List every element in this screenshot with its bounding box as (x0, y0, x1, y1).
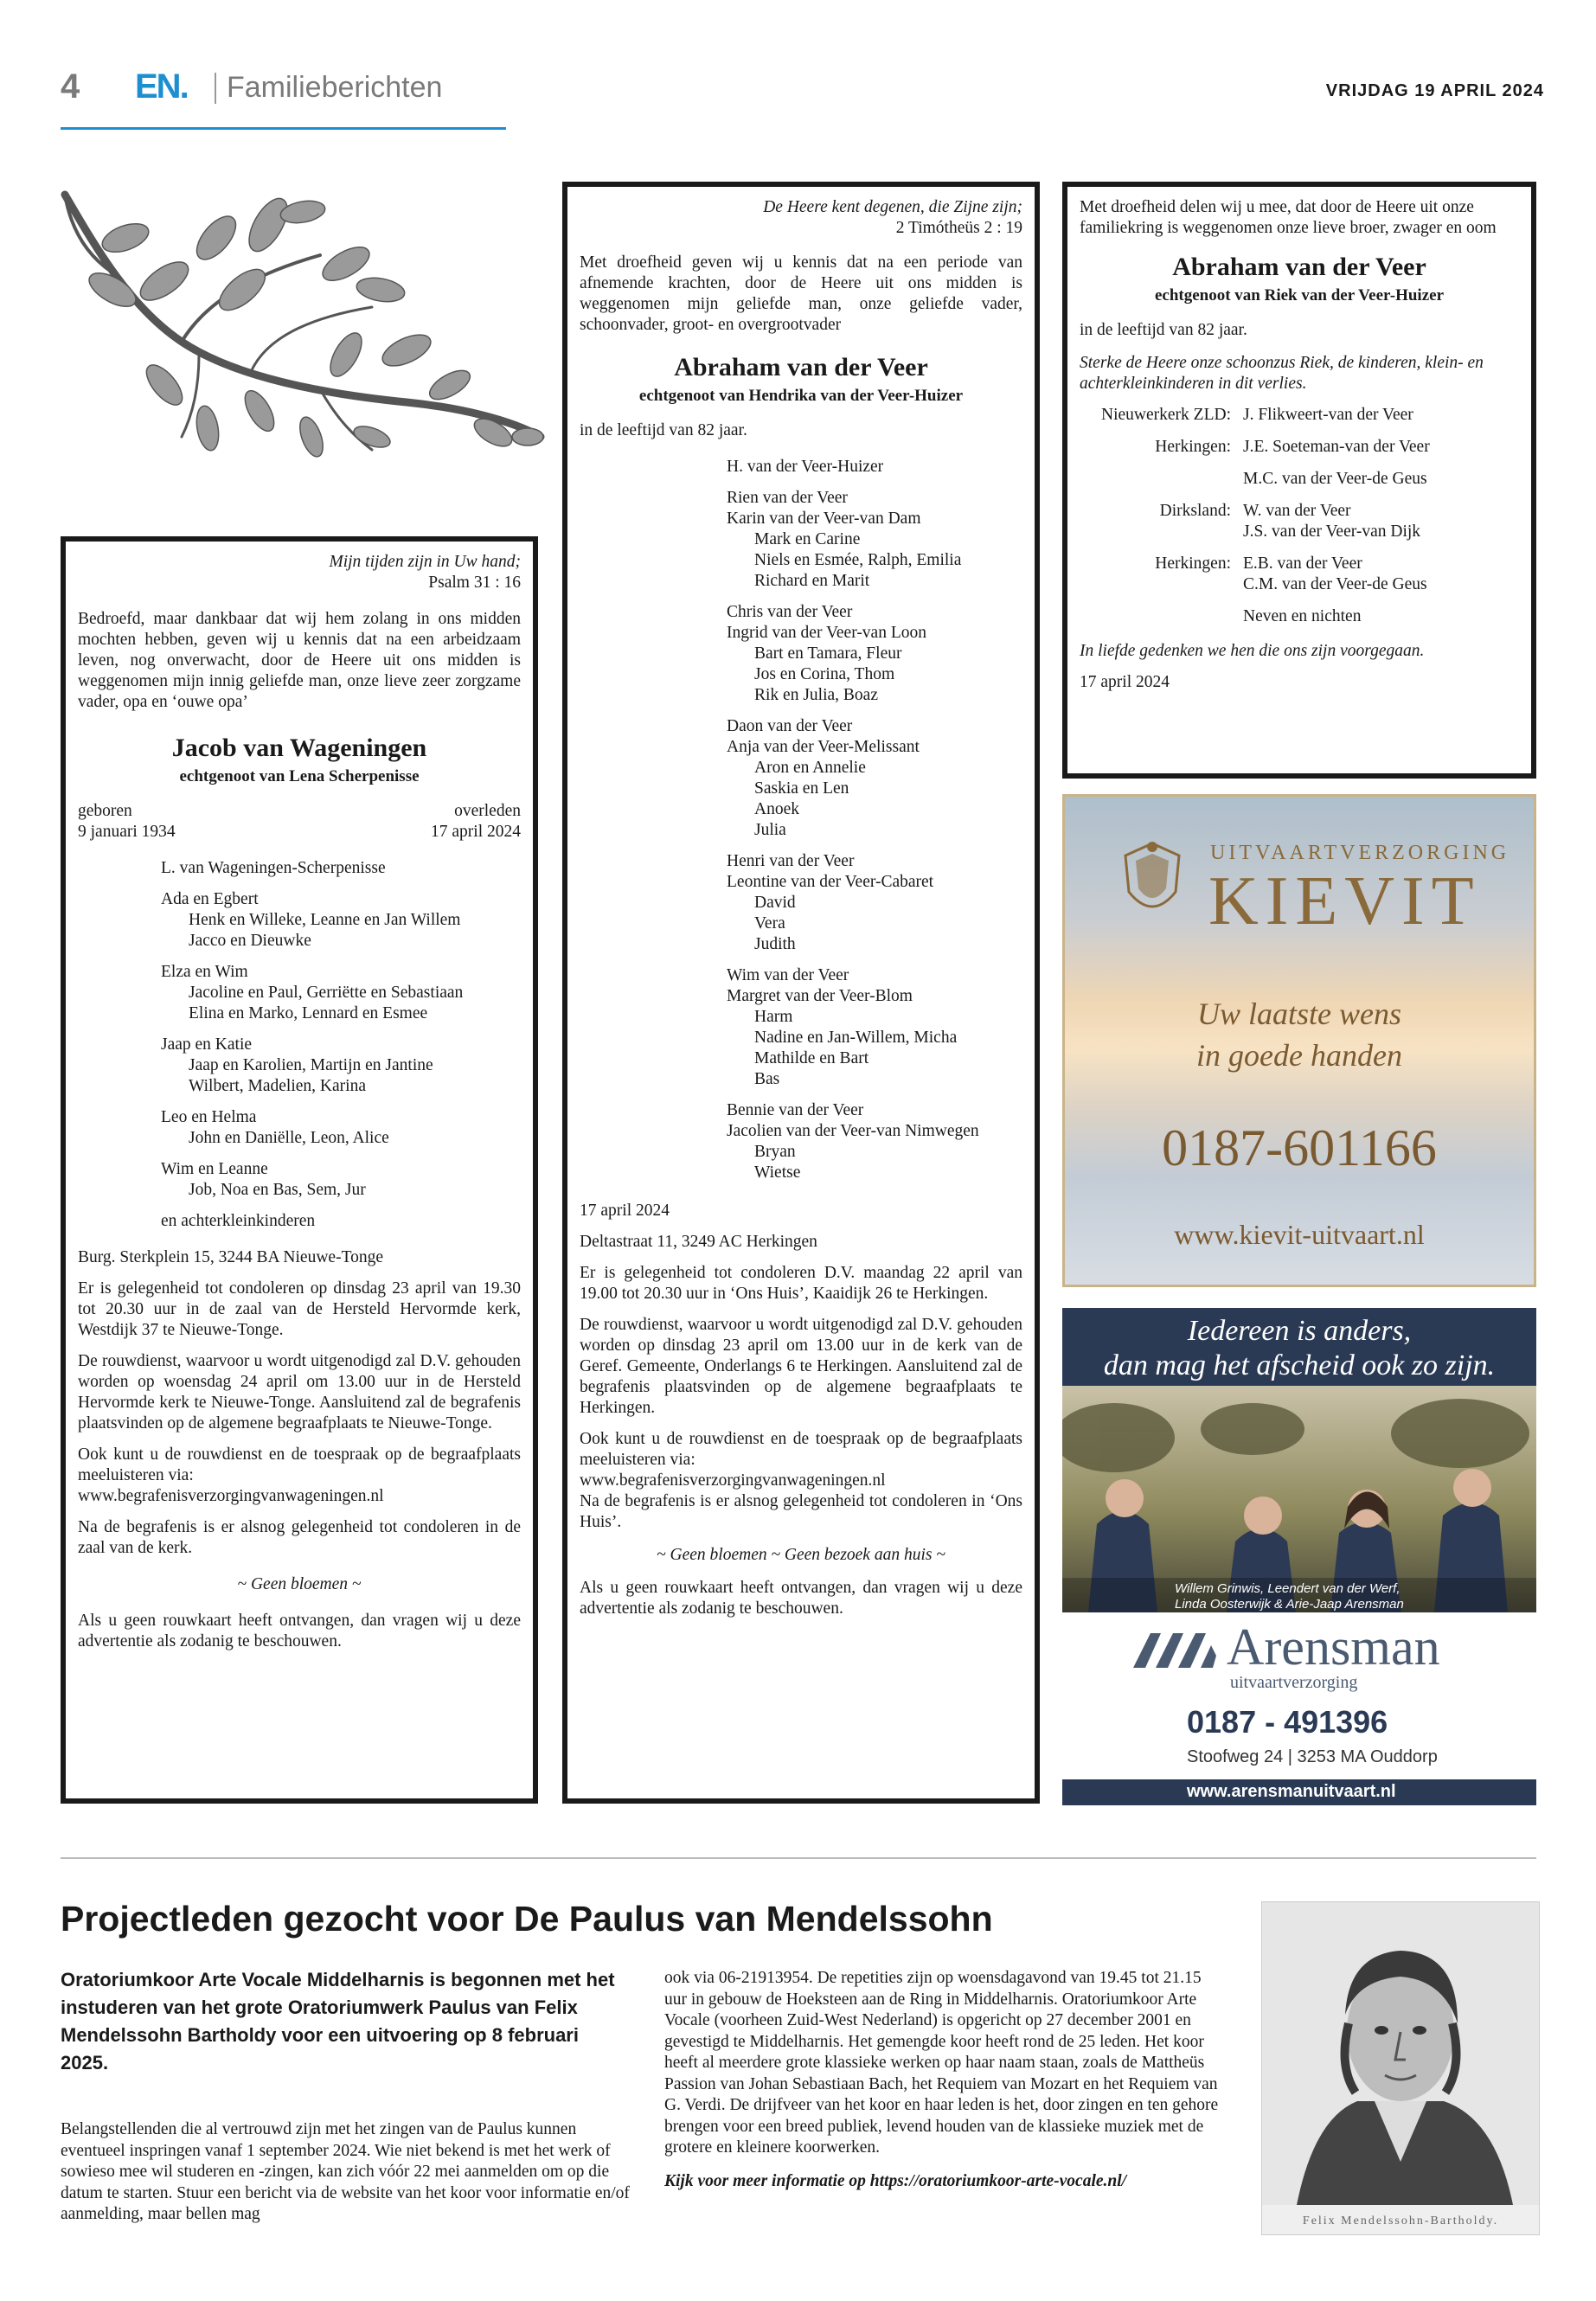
family-sub: Harm (754, 1008, 793, 1026)
born-label: geboren (78, 802, 132, 820)
notice-intro: Met droefheid geven wij u kennis dat na een periode van afnemende krachten, door de Heere uit ons midden is weggenomen mijn geliefde man, onze geliefde vader, schoonvader, groot- en overgrootvader (580, 253, 1022, 334)
family-sub: Job, Noa en Bas, Sem, Jur (189, 1181, 366, 1199)
arensman-logo-icon (1133, 1630, 1220, 1670)
died-date: 17 april 2024 (431, 823, 521, 841)
family-head: Margret van der Veer-Blom (727, 987, 913, 1005)
service-info: De rouwdienst, waarvoor u wordt uitgenodigd zal D.V. gehouden worden op woensdag 24 april om 13.00 uur in de Hersteld Hervormde kerk te Nieuwe-Tonge. Aansluitend zal de begrafenis plaatsvinden op de algemene begraafplaats te Nieuwe-Tonge. (78, 1352, 521, 1433)
family-head: Daon van der Veer (727, 717, 853, 735)
kievit-overline: UITVAARTVERZORGING (1210, 842, 1510, 864)
family-head: Elza en Wim (161, 963, 248, 981)
no-flowers: ~ Geen bloemen ~ (237, 1575, 362, 1593)
relative-place: Herkingen: (1155, 438, 1231, 456)
relative-name: W. van der Veer (1243, 502, 1351, 520)
death-notice-jacob (61, 536, 538, 1804)
relative-name: E.B. van der Veer (1243, 554, 1362, 573)
notice-intro: Met droefheid delen wij u mee, dat door de Heere uit onze familiekring is weggenomen onze lieve broer, zwager en oom (1080, 198, 1497, 237)
notice-intro: Bedroefd, maar dankbaar dat wij hem zolang in ons midden mochten hebben, geven wij u kennis dat na een arbeidzaam leven, nog onverwacht, door de Heere uit ons midden is weggenomen mijn innig geliefde man, onze lieve zeer zorgzame vader, opa en ‘ouwe opa’ (78, 610, 521, 711)
relative-name: Neven en nichten (1243, 607, 1362, 625)
family-sub: Jacco en Dieuwke (189, 932, 311, 950)
article-column-1: Belangstellenden die al vertrouwd zijn met het zingen van de Paulus kunnen eventueel inspringen vanaf 1 september 2024. Wie niet bekend is met het werk of sowieso mee wil studeren en -zingen, kan zich vóór 22 mei aanmelden om op die datum te starten. Stuur een bericht via de website van het koor voor informatie en/of aanmelding, maar bellen mag (61, 2120, 630, 2223)
closing-note: Als u geen rouwkaart heeft ontvangen, dan vragen wij u deze advertentie als zodanig te beschouwen. (580, 1579, 1022, 1618)
family-sub: David (754, 894, 796, 912)
condolence-info: Er is gelegenheid tot condoleren D.V. maandag 22 april van 19.00 tot 20.30 uur in ‘Ons Huis’, Kaaidijk 26 te Herkingen. (580, 1264, 1022, 1303)
relative-name: J.E. Soeteman-van der Veer (1243, 438, 1430, 456)
life-dates (78, 801, 521, 843)
leaf-branch-illustration (61, 177, 545, 463)
after-funeral-info: Na de begrafenis is er alsnog gelegenheid tot condoleren in de zaal van de kerk. (78, 1518, 521, 1557)
memory-line: In liefde gedenken we hen die ons zijn voorgegaan. (1080, 642, 1425, 660)
article-title: Projectleden gezocht voor De Paulus van Mendelssohn (61, 1899, 993, 1939)
arensman-people-2: Linda Oosterwijk & Arie-Jaap Arensman (1175, 1597, 1404, 1612)
family-head: Wim van der Veer (727, 966, 849, 984)
arensman-people-1: Willem Grinwis, Leendert van der Werf, (1175, 1581, 1401, 1596)
article-lead: Oratoriumkoor Arte Vocale Middelharnis is begonnen met het instuderen van het grote Oratoriumwerk Paulus van Felix Mendelssohn Bartholdy voor een uitvoering op 8 februari 2025. (61, 1969, 615, 2073)
family-head: L. van Wageningen-Scherpenisse (161, 859, 386, 877)
family-sub: Bart en Tamara, Fleur (754, 644, 902, 663)
no-flowers-no-visits: ~ Geen bloemen ~ Geen bezoek aan huis ~ (657, 1546, 945, 1564)
family-sub: Vera (754, 914, 785, 933)
family-head: Ada en Egbert (161, 890, 259, 908)
article-column-2-text: ook via 06-21913954. De repetities zijn op woensdagavond van 19.45 tot 21.15 uur in gebouw de Hoeksteen aan de Ring in Middelharnis. Oratoriumkoor Arte Vocale (voorheen Zuid-West Nederland) is opgericht op 27 december 2001 en gevestigd te Middelharnis. Het gemengde koor heeft rond de 25 leden. Het koor heeft al meerdere grote klassieke werken op haar naam staan, zoals de Mattheüs Passion van Johan Sebastiaan Bach, het Requiem van Mozart en het Requiem van G. Verdi. De drijfveer van het koor en haar leden is het, door zingen en ten gehore brengen voor een breed publiek, levend houden van de klassieke muziek met de grotere en kleinere koorwerken. (664, 1969, 1219, 2157)
bible-quote: Mijn tijden zijn in Uw hand; (329, 553, 521, 571)
died-label: overleden (454, 802, 521, 820)
bible-reference: 2 Timótheüs 2 : 19 (895, 219, 1022, 237)
arensman-address: Stoofweg 24 | 3253 MA Ouddorp (1187, 1747, 1438, 1766)
family-head: Anja van der Veer-Melissant (727, 738, 920, 756)
relative-place: Herkingen: (1155, 554, 1231, 573)
relative-place (1080, 469, 1231, 490)
family-head: en achterkleinkinderen (161, 1212, 316, 1230)
livestream-info: Ook kunt u de rouwdienst en de toespraak op de begraafplaats meeluisteren via: www.begrafenisverzorgingvanwageningen.nl (78, 1445, 521, 1505)
arensman-team-photo (1062, 1386, 1536, 1612)
ad-kievit[interactable] (1062, 794, 1536, 1287)
kievit-tagline-2: in goede handen (1196, 1038, 1402, 1073)
relative-name: M.C. van der Veer-de Geus (1243, 470, 1427, 488)
family-sub: Wietse (754, 1163, 801, 1182)
mendelssohn-portrait (1261, 1901, 1540, 2235)
kievit-crest-icon (1118, 838, 1186, 925)
relative-place (1080, 606, 1231, 627)
livestream-url: www.begrafenisverzorgingvanwageningen.nl (580, 1471, 886, 1490)
arensman-brand-sub: uitvaartverzorging (1230, 1673, 1358, 1692)
page-number: 4 (61, 67, 80, 106)
ad-arensman[interactable] (1062, 1308, 1536, 1805)
family-sub: John en Daniëlle, Leon, Alice (189, 1129, 389, 1147)
closing-note: Als u geen rouwkaart heeft ontvangen, dan vragen wij u deze advertentie als zodanig te beschouwen. (78, 1612, 521, 1650)
family-sub: Elina en Marko, Lennard en Esmee (189, 1004, 428, 1022)
notice-date: 17 april 2024 (580, 1202, 670, 1220)
family-list (161, 858, 521, 1232)
arensman-headline-2: dan mag het afscheid ook zo zijn. (1103, 1349, 1496, 1381)
family-sub: Mathilde en Bart (754, 1049, 869, 1067)
kievit-tagline-1: Uw laatste wens (1196, 997, 1401, 1031)
family-head: Karin van der Veer-van Dam (727, 510, 921, 528)
article-divider (61, 1857, 1536, 1859)
relative-place: Dirksland: (1159, 502, 1231, 520)
newspaper-logo: EN. (135, 67, 188, 106)
livestream-info: Ook kunt u de rouwdienst en de toespraak op de begraafplaats meeluisteren via: www.begrafenisverzorgingvanwageningen.nl (580, 1430, 1022, 1490)
relative-place: Nieuwerkerk ZLD: (1101, 406, 1231, 424)
home-address: Deltastraat 11, 3249 AC Herkingen (580, 1233, 817, 1251)
article-more-info: Kijk voor meer informatie op https://oratoriumkoor-arte-vocale.nl/ (664, 2171, 1127, 2190)
family-sub: Julia (754, 821, 786, 839)
family-sub: Rik en Julia, Boaz (754, 686, 878, 704)
family-sub: Bas (754, 1070, 780, 1088)
spouse-line: echtgenoot van Riek van der Veer-Huizer (1154, 286, 1445, 304)
bible-quote: De Heere kent degenen, die Zijne zijn; (763, 198, 1022, 216)
family-head: Leontine van der Veer-Cabaret (727, 873, 934, 891)
spouse-line: echtgenoot van Hendrika van der Veer-Huizer (638, 387, 964, 405)
family-sub: Jaap en Karolien, Martijn en Jantine (189, 1056, 433, 1074)
header-rule (61, 127, 506, 130)
arensman-url[interactable]: www.arensmanuitvaart.nl (1187, 1782, 1396, 1801)
after-funeral-info: Na de begrafenis is er alsnog gelegenheid tot condoleren in ‘Ons Huis’. (580, 1492, 1022, 1531)
arensman-phone[interactable]: 0187 - 491396 (1187, 1704, 1388, 1740)
age-line: in de leeftijd van 82 jaar. (580, 421, 747, 439)
logo-separator (215, 73, 216, 104)
family-head: H. van der Veer-Huizer (727, 458, 884, 476)
arensman-headline-1: Iedereen is anders, (1187, 1315, 1412, 1347)
arensman-brand: Arensman (1227, 1618, 1440, 1676)
deceased-name: Jacob van Wageningen (171, 734, 427, 762)
death-notice-abraham-family (562, 182, 1040, 1804)
deceased-name: Abraham van der Veer (674, 353, 928, 381)
mendelssohn-engraving-icon (1262, 1902, 1539, 2205)
family-sub: Bryan (754, 1143, 796, 1161)
kievit-brand: KIEVIT (1208, 863, 1481, 939)
family-sub: Saskia en Len (754, 779, 849, 798)
family-sub: Judith (754, 935, 796, 953)
age-line: in de leeftijd van 82 jaar. (1080, 321, 1247, 339)
condolence-info: Er is gelegenheid tot condoleren op dinsdag 23 april van 19.30 tot 20.30 uur in de zaal van de Hersteld Hervormde kerk, Westdijk 37 te Nieuwe-Tonge. (78, 1279, 521, 1339)
family-head: Bennie van der Veer (727, 1101, 864, 1119)
family-sub: Jacoline en Paul, Gerriëtte en Sebastiaan (189, 984, 464, 1002)
relative-name: J.S. van der Veer-van Dijk (1243, 522, 1421, 541)
strength-line: Sterke de Heere onze schoonzus Riek, de kinderen, klein- en achterkleinkinderen in dit verlies. (1080, 354, 1484, 393)
relatives-list (1080, 405, 1519, 627)
spouse-line: echtgenoot van Lena Scherpenisse (179, 767, 420, 785)
family-sub: Aron en Annelie (754, 759, 866, 777)
family-head: Ingrid van der Veer-van Loon (727, 624, 927, 642)
family-head: Rien van der Veer (727, 489, 848, 507)
relative-name: C.M. van der Veer-de Geus (1243, 575, 1427, 593)
family-sub: Jos en Corina, Thom (754, 665, 895, 683)
service-info: De rouwdienst, waarvoor u wordt uitgenodigd zal D.V. gehouden worden op dinsdag 23 april om 13.00 uur in de kerk van de Geref. Gemeente, Onderlangs 6 te Herkingen. Aansluitend zal de begrafenis plaatsvinden op de algemene begraafplaats te Herkingen. (580, 1316, 1022, 1417)
notice-date: 17 april 2024 (1080, 673, 1170, 691)
portrait-caption: Felix Mendelssohn-Bartholdy. (1302, 2214, 1499, 2227)
bible-reference: Psalm 31 : 16 (428, 574, 521, 592)
family-sub: Wilbert, Madelien, Karina (189, 1077, 366, 1095)
family-sub: Nadine en Jan-Willem, Micha (754, 1029, 958, 1047)
family-sub: Richard en Marit (754, 572, 870, 590)
family-head: Chris van der Veer (727, 603, 853, 621)
home-address: Burg. Sterkplein 15, 3244 BA Nieuwe-Tonge (78, 1248, 384, 1266)
livestream-url: www.begrafenisverzorgingvanwageningen.nl (78, 1487, 384, 1505)
family-sub: Niels en Esmée, Ralph, Emilia (754, 551, 962, 569)
family-head: Jaap en Katie (161, 1035, 253, 1054)
death-notice-abraham-siblings (1062, 182, 1536, 779)
family-head: Jacolien van der Veer-van Nimwegen (727, 1122, 979, 1140)
family-sub: Anoek (754, 800, 799, 818)
family-sub: Henk en Willeke, Leanne en Jan Willem (189, 911, 461, 929)
family-sub: Mark en Carine (754, 530, 861, 548)
section-title: Familieberichten (227, 71, 443, 104)
family-head: Leo en Helma (161, 1108, 257, 1126)
relative-name: J. Flikweert-van der Veer (1243, 406, 1413, 424)
family-list (727, 457, 1022, 1183)
kievit-url[interactable]: www.kievit-uitvaart.nl (1174, 1219, 1425, 1250)
kievit-phone[interactable]: 0187-601166 (1162, 1119, 1437, 1176)
article-column-2 (664, 1968, 1227, 2192)
issue-date: VRIJDAG 19 APRIL 2024 (1325, 81, 1544, 100)
family-head: Wim en Leanne (161, 1160, 268, 1178)
family-head: Henri van der Veer (727, 852, 855, 870)
deceased-name: Abraham van der Veer (1172, 253, 1426, 281)
born-date: 9 januari 1934 (78, 823, 176, 841)
